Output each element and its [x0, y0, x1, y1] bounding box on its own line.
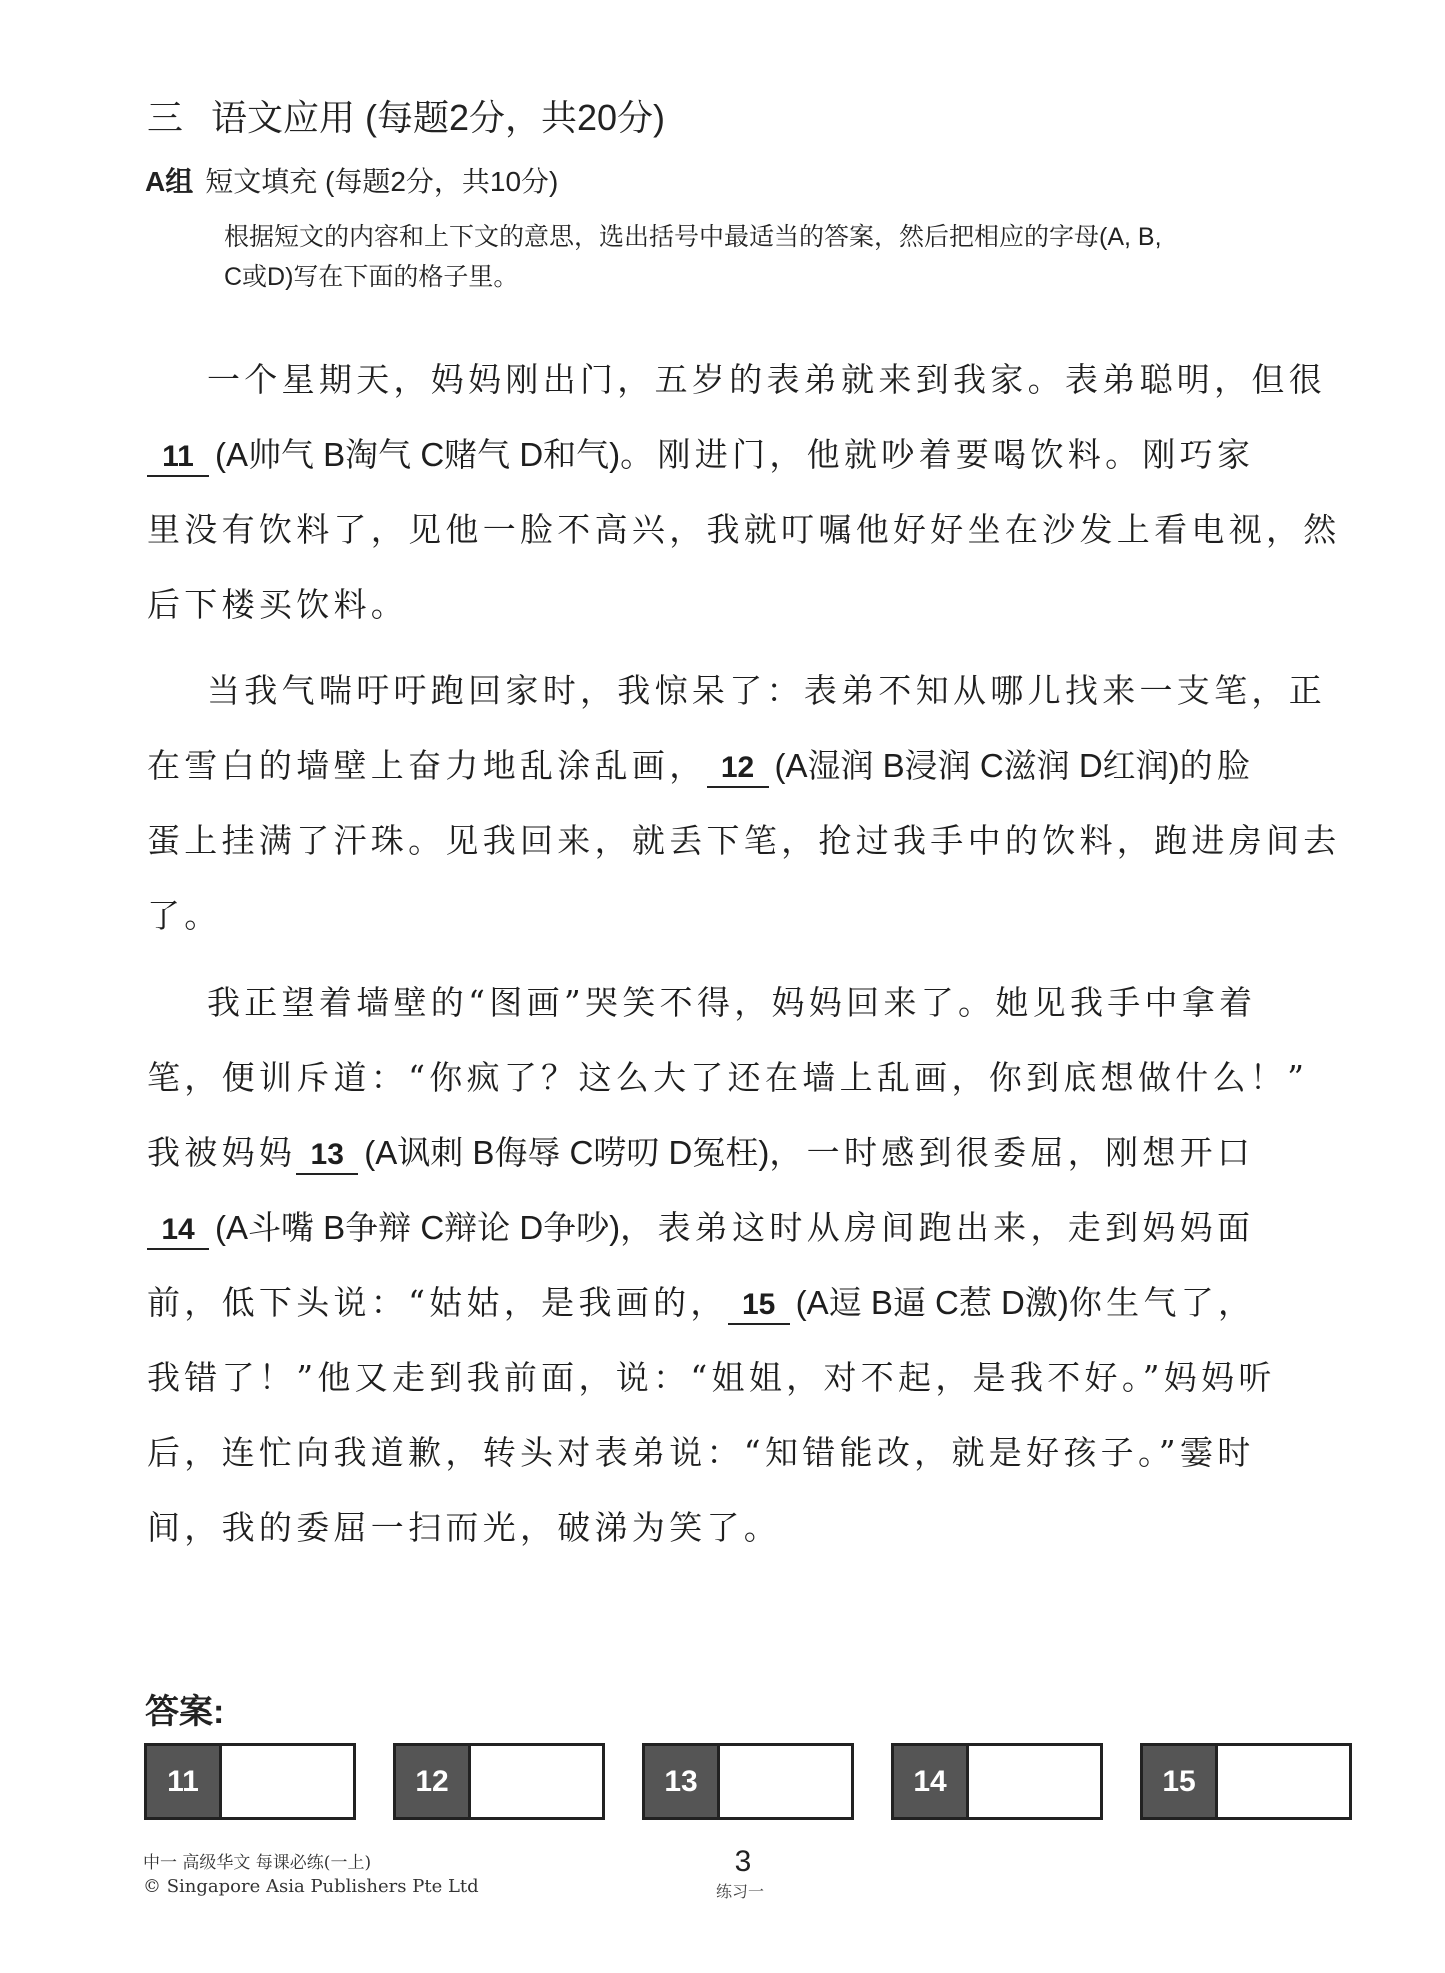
passage-line [147, 510, 1341, 550]
answer-options: (A湿润 B浸润 C滋润 D红润) [774, 747, 1180, 784]
section-number: 三 [147, 97, 184, 138]
answer-options: (A帅气 B淘气 C赌气 D和气) [215, 436, 621, 473]
footer-copyright: © Singapore Asia Publishers Pte Ltd [143, 1876, 479, 1897]
passage-line [147, 821, 1341, 861]
answer-box-14 [891, 1743, 1103, 1820]
instruction-line: C或D)写在下面的格子里。 [224, 263, 519, 291]
blank-question-15[interactable]: 15 [728, 1287, 790, 1325]
passage-text: 一个星期天，妈妈刚出门，五岁的表弟就来到我家。表弟聪明，但很 [207, 360, 1326, 399]
passage-text: 间，我的委屈一扫而光，破涕为笑了。 [147, 1508, 782, 1547]
answer-input-cell[interactable] [720, 1746, 851, 1817]
answer-box-number: 13 [645, 1746, 720, 1817]
answer-options: (A逗 B逼 C惹 D激) [795, 1284, 1069, 1321]
passage-line [147, 1133, 1254, 1175]
group-title: 短文填充 (每题2分，共10分) [205, 166, 559, 197]
page-number: 3 [734, 1845, 752, 1878]
passage-text: 里没有饮料了，见他一脸不高兴，我就叮嘱他好好坐在沙发上看电视，然 [147, 510, 1341, 549]
group-label: A组 [145, 166, 194, 197]
answer-options: (A斗嘴 B争辩 C辩论 D争吵) [215, 1209, 621, 1246]
passage-line [147, 1433, 1255, 1473]
passage-text: 蛋上挂满了汗珠。见我回来，就丢下笔，抢过我手中的饮料，跑进房间去 [147, 821, 1341, 860]
passage-text: 在雪白的墙壁上奋力地乱涂乱画， [147, 746, 707, 785]
footer-book-title: 中一 高级华文 每课必练(一上) [143, 1853, 372, 1873]
passage-line [147, 746, 1254, 788]
answer-box-15 [1140, 1743, 1352, 1820]
answer-input-cell[interactable] [1218, 1746, 1349, 1817]
section-heading [147, 96, 665, 140]
passage-text: ，表弟这时从房间跑出来，走到妈妈面 [620, 1208, 1255, 1247]
passage-text: 笔，便训斥道：“你疯了？这么大了还在墙上乱画，你到底想做什么！” [147, 1058, 1309, 1097]
passage-text: 我被妈妈 [147, 1133, 297, 1172]
blank-question-12[interactable]: 12 [707, 750, 769, 788]
section-title: 语文应用 (每题2分，共20分) [211, 97, 666, 138]
exercise-label: 练习一 [716, 1882, 765, 1901]
answer-input-cell[interactable] [471, 1746, 602, 1817]
blank-question-11[interactable]: 11 [147, 439, 209, 477]
passage-line [147, 585, 408, 625]
passage-line [147, 1058, 1308, 1098]
answer-input-cell[interactable] [222, 1746, 353, 1817]
answer-box-11 [144, 1743, 356, 1820]
passage-text: 后，连忙向我道歉，转头对表弟说：“知错能改，就是好孩子。”霎时 [147, 1433, 1255, 1472]
answer-box-number: 14 [894, 1746, 969, 1817]
group-heading [145, 164, 558, 200]
passage-line [147, 896, 222, 936]
passage-line [147, 1208, 1254, 1250]
passage-line [147, 1283, 1255, 1325]
blank-question-13[interactable]: 13 [296, 1137, 358, 1175]
answer-label: 答案: [145, 1693, 225, 1731]
passage-line [147, 435, 1254, 477]
instruction-line: 根据短文的内容和上下文的意思，选出括号中最适当的答案，然后把相应的字母(A, B, [224, 223, 1162, 251]
passage-text: ，一时感到很委屈，刚想开口 [769, 1133, 1255, 1172]
passage-line [207, 671, 1326, 711]
blank-question-14[interactable]: 14 [147, 1212, 209, 1250]
passage-line [147, 1358, 1276, 1398]
answer-box-number: 11 [147, 1746, 222, 1817]
passage-text: 后下楼买饮料。 [147, 585, 409, 624]
passage-text: 我正望着墙壁的“图画”哭笑不得，妈妈回来了。她见我手中拿着 [207, 983, 1257, 1022]
passage-line [207, 983, 1256, 1023]
answer-box-number: 15 [1143, 1746, 1218, 1817]
answer-box-number: 12 [396, 1746, 471, 1817]
answer-box-13 [642, 1743, 854, 1820]
answer-box-12 [393, 1743, 605, 1820]
passage-text: 你生气了， [1068, 1283, 1256, 1322]
passage-text: 了。 [147, 896, 222, 935]
passage-text: 的脸 [1179, 746, 1255, 785]
passage-text: 我错了！”他又走到我前面，说：“姐姐，对不起，是我不好。”妈妈听 [147, 1358, 1276, 1397]
passage-text: 当我气喘吁吁跑回家时，我惊呆了：表弟不知从哪儿找来一支笔，正 [207, 671, 1326, 710]
answer-options: (A讽刺 B侮辱 C唠叨 D冤枉) [364, 1134, 770, 1171]
passage-line [147, 1508, 781, 1548]
passage-text: 。刚进门，他就吵着要喝饮料。刚巧家 [620, 435, 1255, 474]
passage-text: 前，低下头说：“姑姑，是我画的， [147, 1283, 728, 1322]
answer-input-cell[interactable] [969, 1746, 1100, 1817]
passage-line [207, 360, 1326, 400]
